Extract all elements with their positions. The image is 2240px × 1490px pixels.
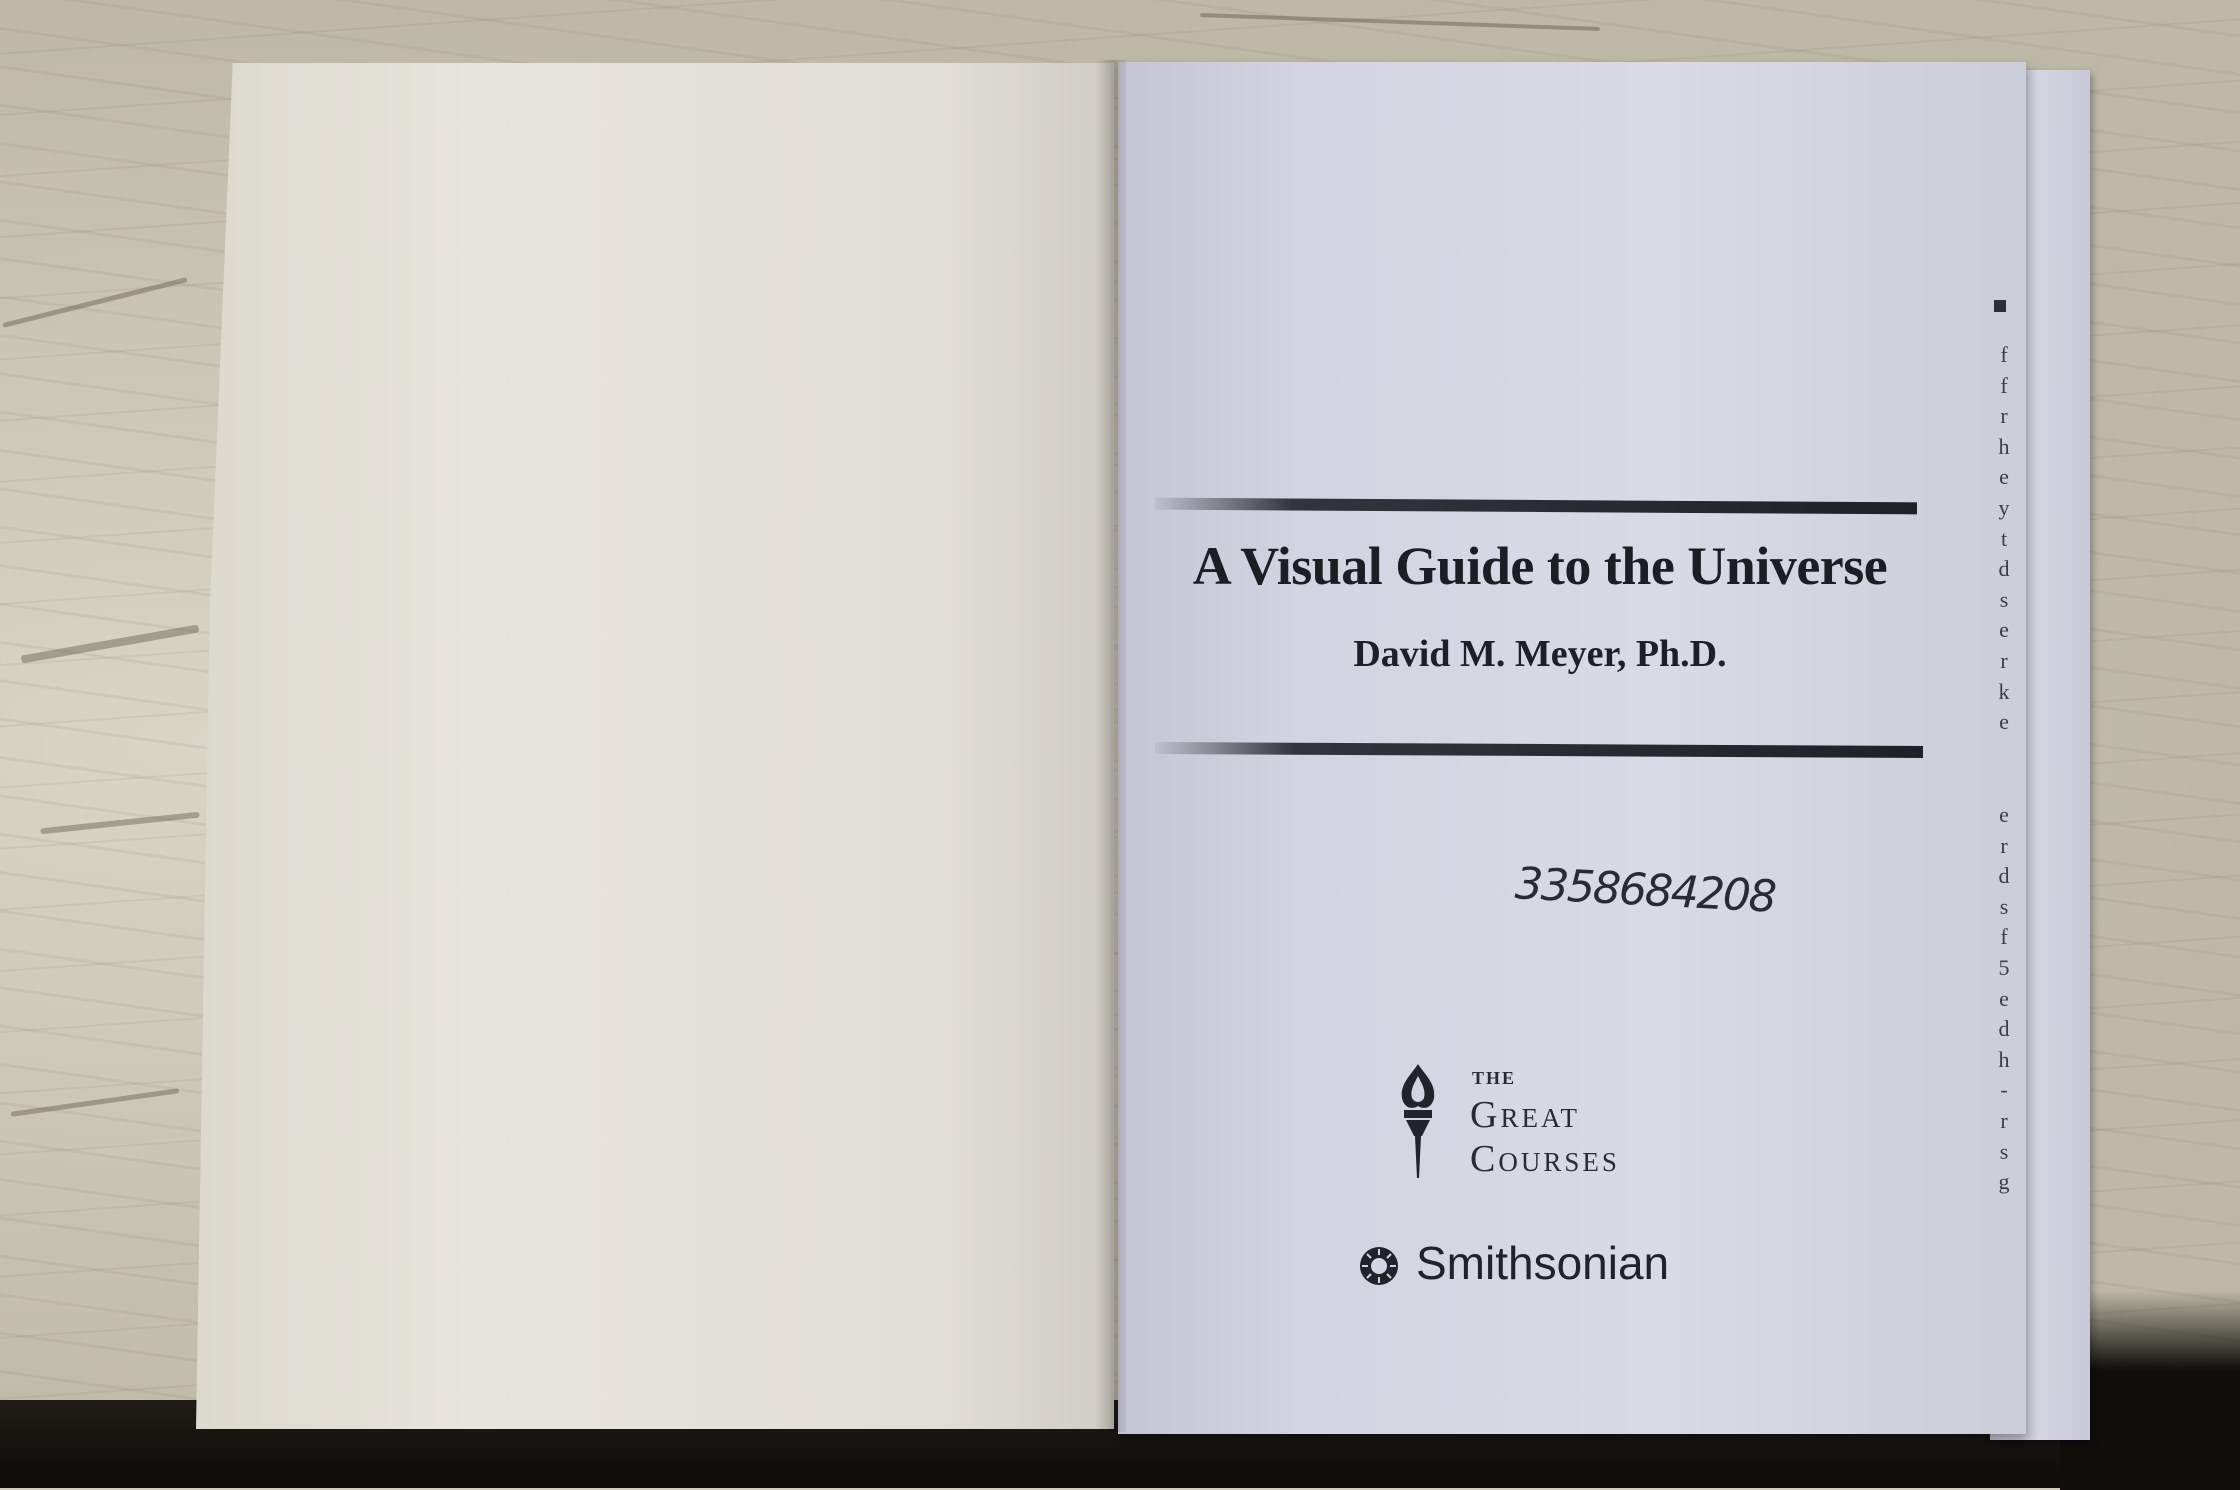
wood-crack xyxy=(40,812,200,835)
wood-crack xyxy=(2,277,188,328)
edge-letter: 5 xyxy=(1998,954,2010,980)
wood-crack xyxy=(1200,13,1600,31)
edge-letter: e xyxy=(1999,709,2009,735)
edge-letter: d xyxy=(1998,556,2010,582)
edge-text-column-1 xyxy=(1994,340,2014,738)
edge-letter: f xyxy=(2000,342,2008,367)
edge-letter: h xyxy=(1998,1046,2010,1072)
sunburst-icon xyxy=(1358,1245,1400,1287)
logo-the: THE xyxy=(1472,1068,1517,1088)
edge-marker xyxy=(1994,300,2006,312)
handwritten-number: 3358684208 xyxy=(1513,858,1777,923)
edge-letter: f xyxy=(2000,924,2008,950)
edge-letter: e xyxy=(1999,985,2009,1011)
logo-great: Great xyxy=(1470,1094,1580,1136)
edge-letter: s xyxy=(1999,1138,2009,1164)
wood-crack xyxy=(21,624,200,663)
book-title: A Visual Guide to the Universe xyxy=(1192,536,1888,596)
book-author: David M. Meyer, Ph.D. xyxy=(1353,633,1727,675)
edge-letter: d xyxy=(1998,863,2010,889)
edge-letter: s xyxy=(1999,586,2009,612)
edge-letter: f xyxy=(2000,372,2008,398)
edge-letter: d xyxy=(1998,1016,2010,1042)
edge-letter: k xyxy=(1998,678,2010,704)
edge-letter: t xyxy=(2000,525,2008,551)
wood-crack xyxy=(10,1088,179,1117)
smithsonian-wordmark: Smithsonian xyxy=(1416,1237,1670,1289)
book-gutter xyxy=(1096,60,1126,1432)
edge-text-column-2 xyxy=(1994,800,2014,1198)
edge-letter: e xyxy=(1999,464,2009,490)
edge-letter: - xyxy=(2000,1077,2008,1103)
logo-courses: Courses xyxy=(1470,1138,1620,1180)
edge-letter: r xyxy=(2000,1107,2008,1133)
edge-letter: g xyxy=(1998,1169,2010,1195)
torch-icon xyxy=(1388,1062,1448,1180)
edge-letter: s xyxy=(1999,893,2009,919)
blank-left-page xyxy=(196,63,1114,1429)
edge-letter: r xyxy=(2000,832,2008,858)
edge-letter: h xyxy=(1998,433,2010,459)
edge-letter: y xyxy=(1998,494,2010,520)
edge-letter: e xyxy=(1999,617,2009,643)
edge-letter: r xyxy=(2000,647,2008,673)
edge-letter: e xyxy=(1999,802,2009,827)
edge-letter: r xyxy=(2000,403,2008,429)
